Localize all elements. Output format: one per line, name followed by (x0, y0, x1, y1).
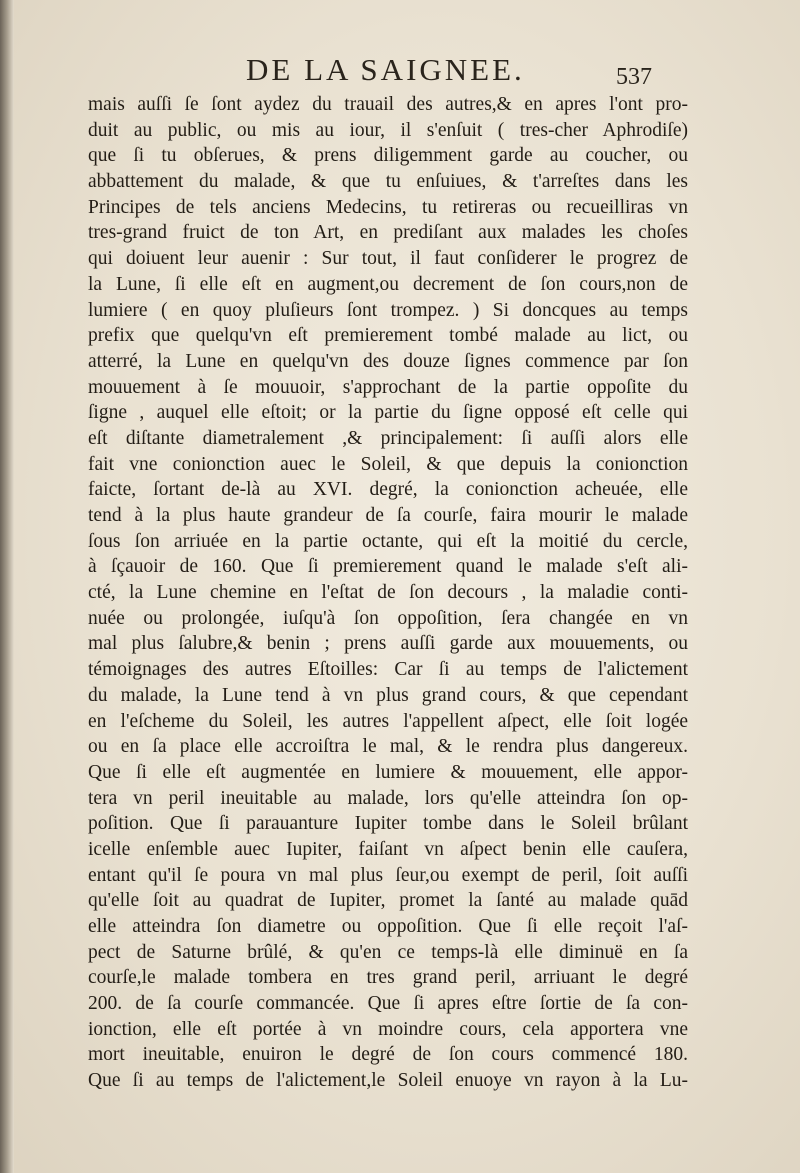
text-line: ionction, elle eſt portée à vn moindre cours, cela apportera vne (88, 1018, 688, 1040)
page-number: 537 (616, 64, 652, 90)
text-line: duit au public, ou mis au iour, il s'enſuit ( tres-cher Aphrodiſe) (88, 119, 688, 141)
text-line: Que ſi elle eſt augmentée en lumiere & mouuement, elle appor- (88, 761, 688, 783)
text-line: mort ineuitable, enuiron le degré de ſon cours commencé 180. (88, 1044, 688, 1066)
text-line: courſe,le malade tombera en tres grand peril, arriuant le degré (88, 967, 688, 989)
text-line: du malade, la Lune tend à vn plus grand cours, & que cependant (88, 684, 688, 706)
text-line: qu'elle ſoit au quadrat de Iupiter, promet la ſanté au malade quād (88, 890, 688, 912)
text-line: entant qu'il ſe poura vn mal plus ſeur,ou exempt de peril, ſoit auſſi (88, 864, 688, 886)
text-line: témoignages des autres Eſtoilles: Car ſi au temps de l'alictement (88, 659, 688, 681)
text-line: ſous ſon arriuée en la partie octante, qui eſt la moitié du cercle, (88, 530, 688, 552)
text-line: nuée ou prolongée, iuſqu'à ſon oppoſition, ſera changée en vn (88, 607, 688, 629)
text-line: que ſi tu obſerues, & prens diligemment garde au coucher, ou (88, 145, 688, 167)
text-line: elle atteindra ſon diametre ou oppoſition. Que ſi elle reçoit l'aſ- (88, 916, 688, 937)
page-header (0, 52, 800, 96)
running-title: DE LA SAIGNEE. (246, 52, 525, 87)
text-line: tera vn peril ineuitable au malade, lors qu'elle atteindra ſon op- (88, 787, 688, 809)
text-line: 200. de ſa courſe commancée. Que ſi apres eſtre ſortie de ſa con- (88, 993, 688, 1015)
text-line: eſt diſtante diametralement ,& principalement: ſi auſſi alors elle (88, 427, 688, 449)
text-line: mal plus ſalubre,& benin ; prens auſſi garde aux mouuements, ou (88, 633, 688, 655)
text-line: à ſçauoir de 160. Que ſi premierement quand le malade s'eſt ali- (88, 556, 688, 578)
text-line: mouuement à ſe mouuoir, s'approchant de la partie oppoſite du (88, 376, 688, 398)
text-line: ou en ſa place elle accroiſtra le mal, & le rendra plus dangereux. (88, 736, 688, 758)
page-gutter-shadow (0, 0, 14, 1173)
text-line: Principes de tels anciens Medecins, tu retireras ou recueilliras vn (88, 196, 688, 218)
text-line: pect de Saturne brûlé, & qu'en ce temps-là elle diminuë en ſa (88, 941, 688, 963)
text-line: mais auſſi ſe ſont aydez du trauail des autres,& en apres l'ont pro- (88, 94, 688, 115)
text-line: prefix que quelqu'vn eſt premierement tombé malade au lict, ou (88, 325, 688, 347)
text-line: fait vne conionction auec le Soleil, & que depuis la conionction (88, 453, 688, 475)
text-line: tres-grand fruict de ton Art, en prediſant aux malades les choſes (88, 222, 688, 244)
text-line: tend à la plus haute grandeur de ſa courſe, faira mourir le malade (88, 505, 688, 526)
text-line: icelle enſemble auec Iupiter, faiſant vn aſpect benin elle cauſera, (88, 838, 688, 860)
text-line: faicte, ſortant de-là au XVI. degré, la conionction acheuée, elle (88, 479, 688, 501)
text-line: ſigne , auquel elle eſtoit; or la partie du ſigne opposé eſt celle qui (88, 402, 688, 424)
text-line: en l'eſcheme du Soleil, les autres l'appellent aſpect, elle ſoit logée (88, 710, 688, 732)
body-text (88, 92, 688, 1094)
text-line: abbattement du malade, & que tu enſuiues, & t'arreſtes dans les (88, 171, 688, 193)
text-line: poſition. Que ſi parauanture Iupiter tombe dans le Soleil brûlant (88, 813, 688, 835)
text-line: lumiere ( en quoy pluſieurs ſont trompez. ) Si doncques au temps (88, 299, 688, 321)
text-line: qui doiuent leur auenir : Sur tout, il faut conſiderer le progrez de (88, 248, 688, 270)
text-line: atterré, la Lune en quelqu'vn des douze ſignes commence par ſon (88, 350, 688, 372)
text-line: cté, la Lune chemine en l'eſtat de ſon decours , la maladie conti- (88, 582, 688, 604)
text-line: la Lune, ſi elle eſt en augment,ou decrement de ſon cours,non de (88, 273, 688, 295)
text-line: Que ſi au temps de l'alictement,le Soleil enuoye vn rayon à la Lu- (88, 1070, 688, 1092)
